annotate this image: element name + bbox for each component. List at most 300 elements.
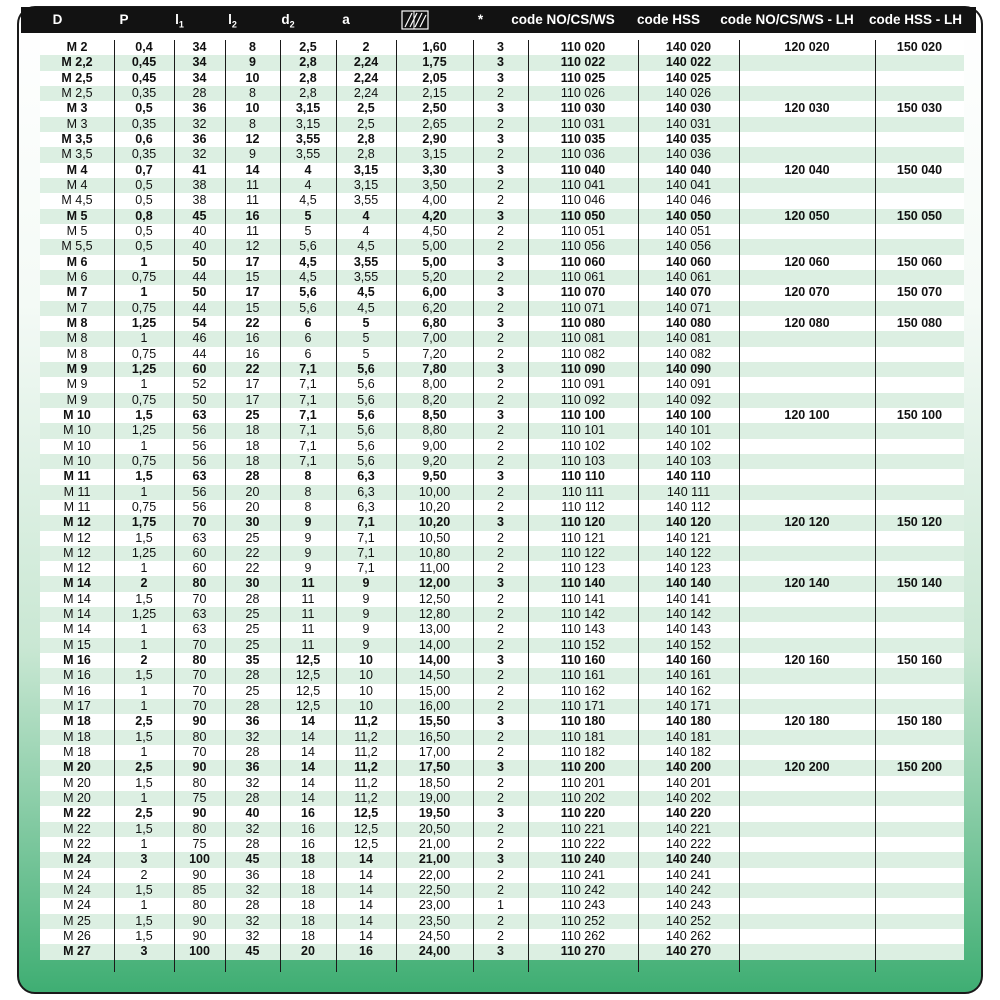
cell-d2: 5,6 — [299, 239, 317, 254]
cell-d2: 6 — [304, 346, 312, 361]
cell-code-hss-lh: 150 060 — [896, 254, 943, 269]
cell-star: 2 — [497, 745, 504, 760]
cell-code-no: 110 180 — [560, 714, 606, 729]
cell-code-no: 110 080 — [560, 315, 606, 330]
cell-d2: 12,5 — [295, 668, 321, 683]
cell-l2: 32 — [245, 883, 260, 898]
header-code-no-label: code NO/CS/WS — [511, 12, 615, 27]
cell-p: 2,5 — [135, 714, 153, 729]
cell-code-hss-lh — [875, 393, 964, 408]
cell-code-hss-lh — [875, 239, 964, 254]
cell-a: 14 — [359, 867, 373, 882]
cell-thread-value: 3,15 — [422, 147, 447, 162]
cell-l2: 18 — [245, 423, 260, 438]
cell-d2: 11 — [301, 622, 315, 637]
cell-l2: 28 — [245, 591, 260, 606]
cell-code-no-lh — [739, 117, 875, 132]
cell-a: 14 — [359, 929, 373, 944]
cell-p: 2 — [140, 576, 148, 591]
cell-star: 2 — [497, 607, 504, 622]
cell-code-no: 110 101 — [560, 423, 606, 438]
cell-d2: 9 — [304, 515, 312, 530]
cell-star: 2 — [497, 239, 504, 254]
column-divider — [114, 40, 115, 972]
cell-p: 1 — [140, 622, 148, 637]
cell-d: M 3,5 — [61, 147, 93, 162]
cell-code-hss: 140 200 — [665, 760, 712, 775]
cell-code-hss-lh — [875, 469, 964, 484]
cell-code-no-lh — [739, 806, 875, 821]
cell-code-hss: 140 262 — [665, 929, 712, 944]
cell-p: 1,25 — [131, 361, 157, 376]
cell-d2: 11 — [301, 576, 315, 591]
cell-code-hss-lh: 150 120 — [896, 515, 943, 530]
cell-l2: 22 — [245, 361, 260, 376]
column-divider — [280, 40, 281, 972]
cell-a: 16 — [359, 944, 373, 959]
cell-code-hss-lh — [875, 561, 964, 576]
cell-a: 7,1 — [357, 515, 375, 530]
cell-code-no: 110 161 — [560, 668, 606, 683]
cell-d2: 8 — [304, 469, 312, 484]
cell-a: 3,55 — [353, 269, 379, 284]
cell-code-hss-lh — [875, 699, 964, 714]
cell-code-hss-lh: 150 180 — [896, 714, 943, 729]
cell-d2: 9 — [304, 545, 312, 560]
cell-l1: 56 — [192, 423, 207, 438]
cell-l1: 70 — [192, 683, 207, 698]
cell-code-no: 110 056 — [560, 239, 606, 254]
table-row — [40, 147, 964, 162]
cell-star: 3 — [497, 101, 504, 116]
cell-l2: 16 — [245, 346, 260, 361]
cell-code-no-lh — [739, 71, 875, 86]
cell-code-no-lh — [739, 454, 875, 469]
cell-l1: 36 — [192, 101, 207, 116]
cell-d2: 18 — [301, 852, 315, 867]
table-row — [40, 255, 964, 270]
cell-l2: 15 — [245, 269, 260, 284]
cell-a: 4,5 — [357, 300, 375, 315]
cell-code-hss-lh — [875, 224, 964, 239]
cell-thread-value: 16,50 — [418, 729, 451, 744]
cell-l2: 11 — [246, 177, 259, 192]
cell-d: M 8 — [66, 315, 88, 330]
table-row — [40, 822, 964, 837]
cell-d2: 7,1 — [299, 453, 317, 468]
cell-star: 2 — [497, 300, 504, 315]
cell-l2: 8 — [249, 85, 256, 100]
cell-star: 2 — [497, 929, 504, 944]
cell-a: 5 — [362, 331, 370, 346]
cell-code-no-lh: 120 040 — [784, 162, 830, 177]
cell-d: M 10 — [63, 438, 91, 453]
cell-code-no-lh: 120 050 — [784, 208, 830, 223]
cell-p: 1 — [140, 484, 148, 499]
cell-code-no-lh — [739, 301, 875, 316]
cell-code-no: 110 100 — [560, 407, 606, 422]
cell-p: 0,7 — [135, 162, 153, 177]
cell-p: 1,5 — [135, 775, 153, 790]
cell-thread-value: 13,00 — [418, 622, 451, 637]
cell-code-hss: 140 101 — [665, 423, 712, 438]
cell-a: 4 — [362, 208, 370, 223]
cell-code-no-lh — [739, 944, 875, 959]
cell-a: 2,24 — [353, 55, 379, 70]
cell-p: 0,5 — [135, 177, 153, 192]
cell-l2: 45 — [245, 944, 260, 959]
cell-star: 2 — [497, 269, 504, 284]
table-row — [40, 944, 964, 959]
cell-d2: 20 — [301, 944, 315, 959]
cell-code-no-lh — [739, 239, 875, 254]
cell-l2: 12 — [245, 131, 260, 146]
header-code-no — [508, 7, 618, 33]
cell-a: 6,3 — [357, 469, 375, 484]
cell-d2: 2,8 — [299, 55, 317, 70]
cell-l2: 28 — [245, 791, 260, 806]
cell-p: 1 — [140, 745, 148, 760]
cell-l1: 63 — [192, 407, 207, 422]
cell-code-no: 110 182 — [560, 745, 606, 760]
cell-thread-value: 24,50 — [418, 929, 451, 944]
cell-star: 3 — [497, 576, 504, 591]
cell-code-hss-lh — [875, 837, 964, 852]
cell-star: 2 — [497, 453, 504, 468]
column-divider — [225, 40, 226, 972]
cell-code-no-lh: 120 200 — [784, 760, 830, 775]
header-d2 — [260, 7, 316, 33]
table-row — [40, 178, 964, 193]
cell-code-hss-lh: 150 040 — [896, 162, 943, 177]
cell-a: 2,8 — [357, 147, 375, 162]
cell-code-hss-lh — [875, 331, 964, 346]
cell-d: M 25 — [63, 913, 91, 928]
cell-a: 5,6 — [357, 453, 375, 468]
cell-code-hss-lh — [875, 423, 964, 438]
cell-d: M 20 — [63, 775, 91, 790]
cell-code-hss: 140 122 — [665, 545, 712, 560]
cell-star: 3 — [497, 852, 504, 867]
table-row — [40, 607, 964, 622]
cell-code-no-lh — [739, 270, 875, 285]
cell-l1: 90 — [192, 806, 207, 821]
cell-code-no: 110 031 — [560, 116, 606, 131]
cell-code-no-lh — [739, 469, 875, 484]
cell-l2: 36 — [245, 714, 260, 729]
table-row — [40, 806, 964, 821]
cell-l1: 63 — [192, 607, 207, 622]
cell-thread-value: 2,50 — [422, 101, 447, 116]
cell-code-hss: 140 180 — [665, 714, 712, 729]
cell-p: 1 — [140, 254, 148, 269]
cell-d: M 6 — [66, 254, 88, 269]
cell-thread-value: 22,00 — [418, 867, 451, 882]
cell-p: 1,5 — [135, 530, 153, 545]
table-row — [40, 423, 964, 438]
cell-code-no-lh — [739, 362, 875, 377]
cell-p: 0,75 — [131, 392, 157, 407]
cell-l1: 90 — [192, 867, 207, 882]
cell-l2: 25 — [245, 683, 260, 698]
cell-p: 0,35 — [131, 116, 157, 131]
cell-code-no-lh — [739, 883, 875, 898]
cell-d2: 16 — [301, 806, 315, 821]
cell-d: M 22 — [63, 821, 91, 836]
cell-code-hss: 140 143 — [665, 622, 712, 637]
cell-d: M 11 — [63, 499, 91, 514]
cell-thread-value: 22,50 — [418, 883, 451, 898]
cell-d2: 4,5 — [299, 254, 317, 269]
cell-l2: 20 — [245, 499, 260, 514]
cell-d: M 8 — [66, 346, 88, 361]
cell-l2: 22 — [245, 315, 260, 330]
cell-d2: 6 — [304, 315, 312, 330]
cell-d: M 12 — [63, 561, 91, 576]
cell-l1: 100 — [189, 944, 210, 959]
cell-l1: 70 — [192, 637, 207, 652]
header-p-label: P — [119, 12, 129, 27]
cell-code-no: 110 200 — [560, 760, 606, 775]
cell-code-hss-lh: 150 100 — [896, 407, 943, 422]
cell-code-hss-lh — [875, 347, 964, 362]
cell-d: M 6 — [66, 269, 88, 284]
table-row — [40, 668, 964, 683]
cell-d: M 7 — [66, 285, 88, 300]
cell-d2: 18 — [301, 898, 315, 913]
cell-star: 3 — [497, 361, 504, 376]
thread-profile-icon — [401, 10, 429, 30]
cell-code-no-lh — [739, 684, 875, 699]
cell-code-hss: 140 035 — [665, 131, 712, 146]
cell-d2: 5 — [304, 223, 312, 238]
cell-thread-value: 9,50 — [422, 469, 447, 484]
cell-code-hss-lh: 150 200 — [896, 760, 943, 775]
cell-code-hss-lh — [875, 454, 964, 469]
header-l2-label: l — [228, 12, 232, 27]
cell-l2: 10 — [245, 101, 260, 116]
cell-code-no-lh — [739, 622, 875, 637]
cell-l2: 17 — [245, 285, 260, 300]
cell-d2: 11 — [301, 607, 315, 622]
cell-l2: 20 — [245, 484, 260, 499]
table-row — [40, 485, 964, 500]
cell-code-no: 110 122 — [560, 545, 606, 560]
cell-a: 9 — [362, 637, 370, 652]
cell-code-hss: 140 091 — [665, 377, 712, 392]
cell-d2: 7,1 — [299, 438, 317, 453]
cell-code-hss: 140 080 — [665, 315, 712, 330]
cell-thread-value: 10,50 — [418, 530, 451, 545]
cell-code-hss: 140 201 — [665, 775, 712, 790]
cell-code-hss-lh: 150 050 — [896, 208, 943, 223]
cell-l1: 60 — [192, 545, 207, 560]
header-d — [21, 7, 94, 33]
cell-l2: 30 — [245, 515, 260, 530]
table-row — [40, 377, 964, 392]
column-divider — [528, 40, 529, 972]
cell-code-no: 110 262 — [560, 929, 606, 944]
cell-l1: 63 — [192, 622, 207, 637]
table-row — [40, 101, 964, 116]
cell-code-no: 110 202 — [560, 791, 606, 806]
cell-d: M 4 — [66, 177, 88, 192]
header-star — [453, 7, 508, 33]
cell-a: 2,8 — [357, 131, 375, 146]
cell-thread-value: 17,50 — [418, 760, 451, 775]
cell-star: 3 — [497, 407, 504, 422]
cell-l1: 40 — [192, 223, 207, 238]
cell-star: 2 — [497, 423, 504, 438]
column-divider — [336, 40, 337, 972]
cell-code-no-lh — [739, 347, 875, 362]
cell-l2: 28 — [245, 745, 260, 760]
table-row — [40, 684, 964, 699]
cell-code-hss: 140 120 — [665, 515, 712, 530]
cell-code-no-lh: 120 060 — [784, 254, 830, 269]
cell-a: 11,2 — [354, 760, 378, 775]
cell-code-hss: 140 240 — [665, 852, 712, 867]
cell-star: 2 — [497, 668, 504, 683]
cell-code-no: 110 036 — [560, 147, 606, 162]
cell-d2: 9 — [304, 530, 312, 545]
cell-thread-value: 14,00 — [418, 653, 451, 668]
cell-code-no: 110 162 — [560, 683, 606, 698]
cell-code-no: 110 123 — [560, 561, 606, 576]
cell-code-no: 110 026 — [560, 85, 606, 100]
cell-a: 5,6 — [357, 423, 375, 438]
cell-a: 7,1 — [357, 561, 375, 576]
cell-d: M 15 — [63, 637, 91, 652]
table-row — [40, 699, 964, 714]
cell-code-hss: 140 060 — [665, 254, 712, 269]
cell-code-hss: 140 161 — [665, 668, 712, 683]
cell-code-no: 110 025 — [560, 70, 606, 85]
cell-code-no: 110 070 — [560, 285, 606, 300]
cell-p: 1,5 — [135, 913, 153, 928]
cell-code-no-lh: 120 070 — [784, 285, 830, 300]
cell-thread-value: 5,20 — [422, 269, 447, 284]
cell-d2: 12,5 — [295, 699, 321, 714]
cell-code-hss-lh — [875, 883, 964, 898]
table-row — [40, 132, 964, 147]
table-row — [40, 546, 964, 561]
cell-a: 6,3 — [357, 484, 375, 499]
cell-d: M 22 — [63, 806, 91, 821]
cell-l2: 28 — [245, 469, 260, 484]
cell-code-hss-lh — [875, 55, 964, 70]
cell-star: 3 — [497, 162, 504, 177]
table-row — [40, 852, 964, 867]
cell-code-no-lh — [739, 331, 875, 346]
cell-a: 4,5 — [357, 285, 375, 300]
cell-code-hss: 140 025 — [665, 70, 712, 85]
cell-d2: 4,5 — [299, 269, 317, 284]
cell-d: M 20 — [63, 760, 91, 775]
cell-d2: 7,1 — [299, 377, 317, 392]
cell-code-hss-lh — [875, 852, 964, 867]
cell-l1: 85 — [192, 883, 207, 898]
header-d2-label: d — [281, 12, 290, 27]
cell-a: 10 — [359, 699, 373, 714]
cell-d2: 11 — [301, 591, 315, 606]
cell-a: 4 — [362, 223, 370, 238]
cell-l2: 28 — [245, 668, 260, 683]
header-l1-label: l — [175, 12, 179, 27]
cell-p: 2,5 — [135, 760, 153, 775]
cell-thread-value: 14,00 — [418, 637, 451, 652]
cell-d: M 11 — [63, 469, 91, 484]
cell-d: M 14 — [63, 576, 91, 591]
header-l2-sub: 2 — [231, 19, 237, 30]
cell-code-hss: 140 100 — [665, 407, 712, 422]
cell-d: M 12 — [63, 515, 91, 530]
table-row — [40, 347, 964, 362]
cell-code-hss-lh — [875, 638, 964, 653]
cell-code-hss: 140 082 — [665, 346, 712, 361]
cell-code-no-lh — [739, 132, 875, 147]
cell-code-hss: 140 121 — [665, 530, 712, 545]
table-row — [40, 561, 964, 576]
cell-star: 2 — [497, 116, 504, 131]
cell-p: 0,6 — [135, 131, 153, 146]
header-d2-sub: 2 — [289, 19, 295, 30]
cell-code-hss-lh — [875, 178, 964, 193]
cell-code-hss: 140 160 — [665, 653, 712, 668]
cell-code-no: 110 160 — [560, 653, 606, 668]
cell-p: 1 — [140, 683, 148, 698]
cell-code-hss-lh — [875, 929, 964, 944]
cell-thread-value: 7,00 — [422, 331, 447, 346]
cell-d: M 18 — [63, 745, 91, 760]
cell-thread-value: 15,50 — [418, 714, 451, 729]
cell-thread-value: 2,90 — [422, 131, 447, 146]
cell-code-no-lh: 120 140 — [784, 576, 830, 591]
cell-p: 1 — [140, 898, 148, 913]
cell-l2: 25 — [245, 607, 260, 622]
cell-star: 2 — [497, 729, 504, 744]
cell-code-hss-lh — [875, 71, 964, 86]
table-row — [40, 714, 964, 729]
cell-star: 2 — [497, 545, 504, 560]
cell-code-no-lh — [739, 699, 875, 714]
cell-code-no-lh — [739, 638, 875, 653]
cell-star: 3 — [497, 315, 504, 330]
cell-code-no: 110 030 — [560, 101, 606, 116]
cell-code-hss: 140 140 — [665, 576, 712, 591]
table-row — [40, 270, 964, 285]
cell-l1: 70 — [192, 745, 207, 760]
cell-d2: 3,15 — [295, 101, 321, 116]
table-row — [40, 71, 964, 86]
table-row — [40, 730, 964, 745]
cell-star: 1 — [497, 898, 504, 913]
cell-code-no-lh — [739, 546, 875, 561]
cell-a: 11,2 — [354, 729, 378, 744]
cell-code-hss-lh — [875, 822, 964, 837]
table-row — [40, 592, 964, 607]
cell-a: 14 — [359, 883, 373, 898]
cell-d2: 12,5 — [295, 683, 321, 698]
cell-code-hss: 140 182 — [665, 745, 712, 760]
cell-l2: 28 — [245, 699, 260, 714]
cell-thread-value: 12,00 — [418, 576, 451, 591]
cell-d2: 3,55 — [295, 147, 321, 162]
cell-code-no: 110 120 — [560, 515, 606, 530]
cell-p: 1,5 — [135, 729, 153, 744]
cell-l2: 10 — [245, 70, 260, 85]
cell-a: 3,15 — [353, 162, 379, 177]
